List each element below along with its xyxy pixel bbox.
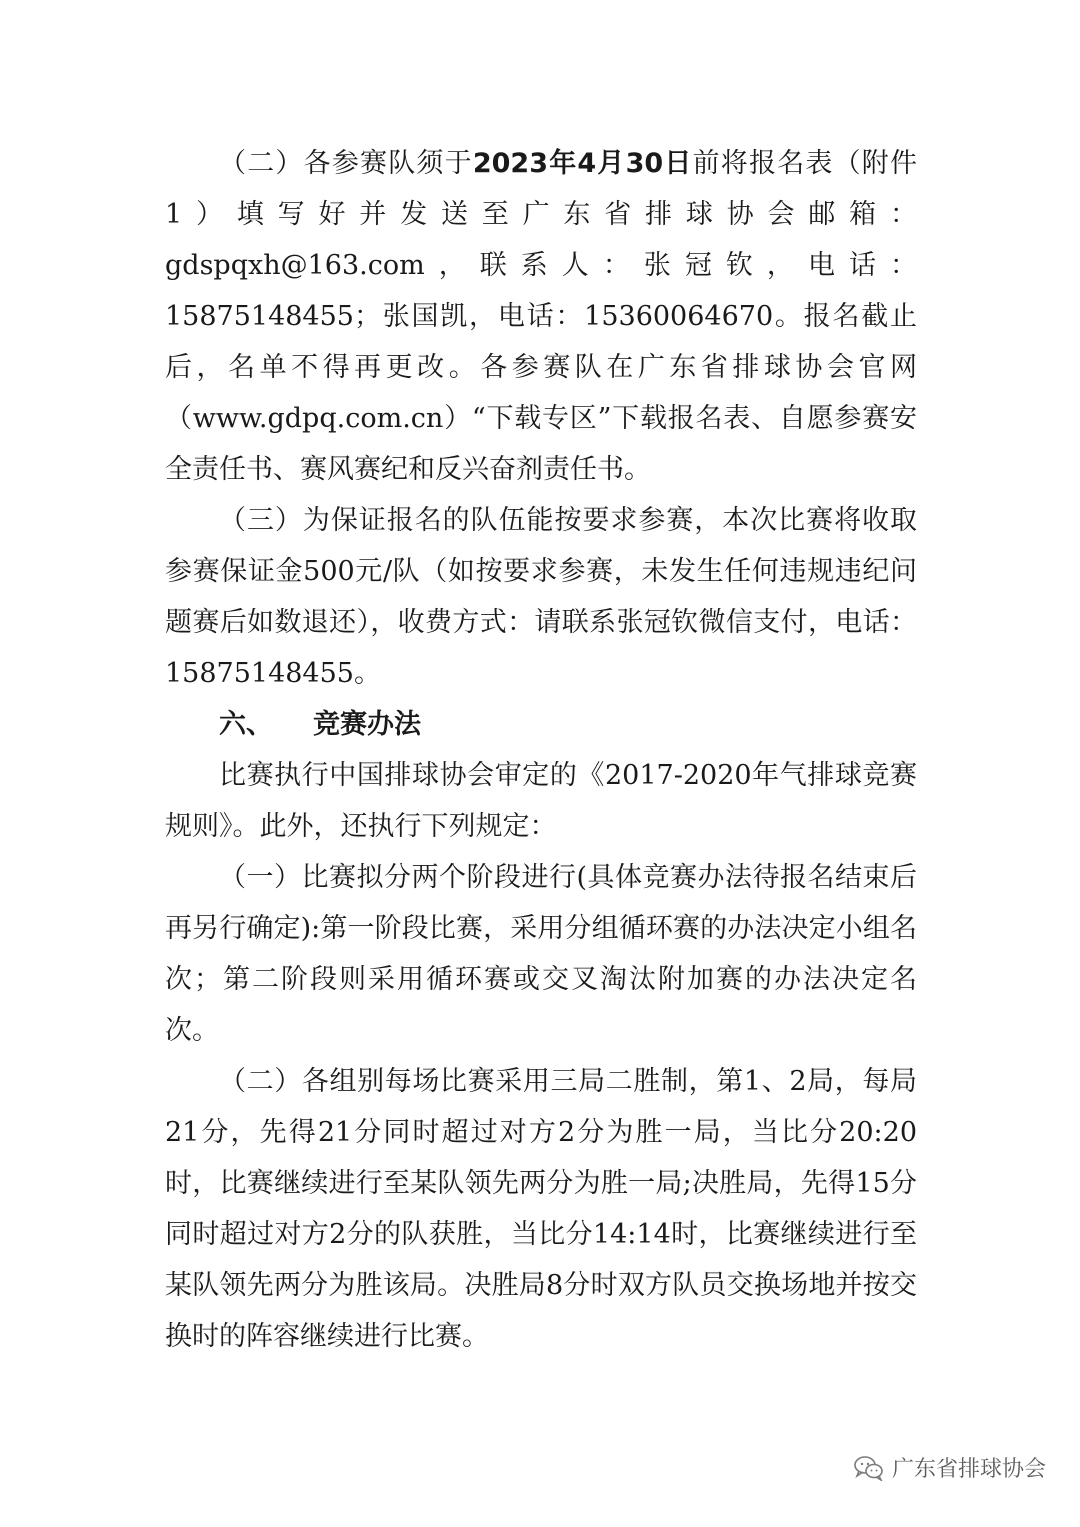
document-body [165,138,917,1362]
paragraph-stages: （一）比赛拟分两个阶段进行(具体竞赛办法待报名结束后再另行确定):第一阶段比赛，采用分组循环赛的办法决定小组名次；第二阶段则采用循环赛或交叉淘汰附加赛的办法决定名次。 [165,862,917,1046]
registration-text-part1: （二）各参赛队须于 [219,148,473,179]
registration-deadline: 2023年4月30日 [472,148,693,179]
watermark-text: 广东省排球协会 [891,1457,1046,1482]
watermark [854,1452,1046,1483]
section-heading [165,699,917,750]
registration-text-part2: 前将报名表（附件 1）填写好并发送至广东省排球协会邮箱：gdspqxh@163.com，联系人：张冠钦，电话：15875148455；张国凯，电话：15360064670。报名截止后，名单不得再更改。各参赛队在广东省排球协会官网（www.gdpq.com.cn）“下载专区”下载报名表、自愿参赛安全责任书、赛风赛纪和反兴奋剂责任书。 [165,148,918,485]
section-number: 六、 [219,709,273,740]
paragraph-registration [165,138,917,495]
paragraph-scoring: （二）各组别每场比赛采用三局二胜制，第1、2局，每局21分，先得21分同时超过对方2分为胜一局，当比分20:20时，比赛继续进行至某队领先两分为胜一局;决胜局，先得15分同时超过对方2分的队获胜，当比分14:14时，比赛继续进行至某队领先两分为胜该局。决胜局8分时双方队员交换场地并按交换时的阵容继续进行比赛。 [165,1066,917,1352]
paragraph-deposit: （三）为保证报名的队伍能按要求参赛，本次比赛将收取参赛保证金500元/队（如按要求参赛，未发生任何违规违纪问题赛后如数退还），收费方式：请联系张冠钦微信支付，电话：15875148455。 [165,505,917,689]
paragraph-rules: 比赛执行中国排球协会审定的《2017-2020年气排球竞赛规则》。此外，还执行下列规定： [165,760,917,842]
section-title: 竞赛办法 [313,709,421,740]
wechat-icon [854,1455,884,1481]
